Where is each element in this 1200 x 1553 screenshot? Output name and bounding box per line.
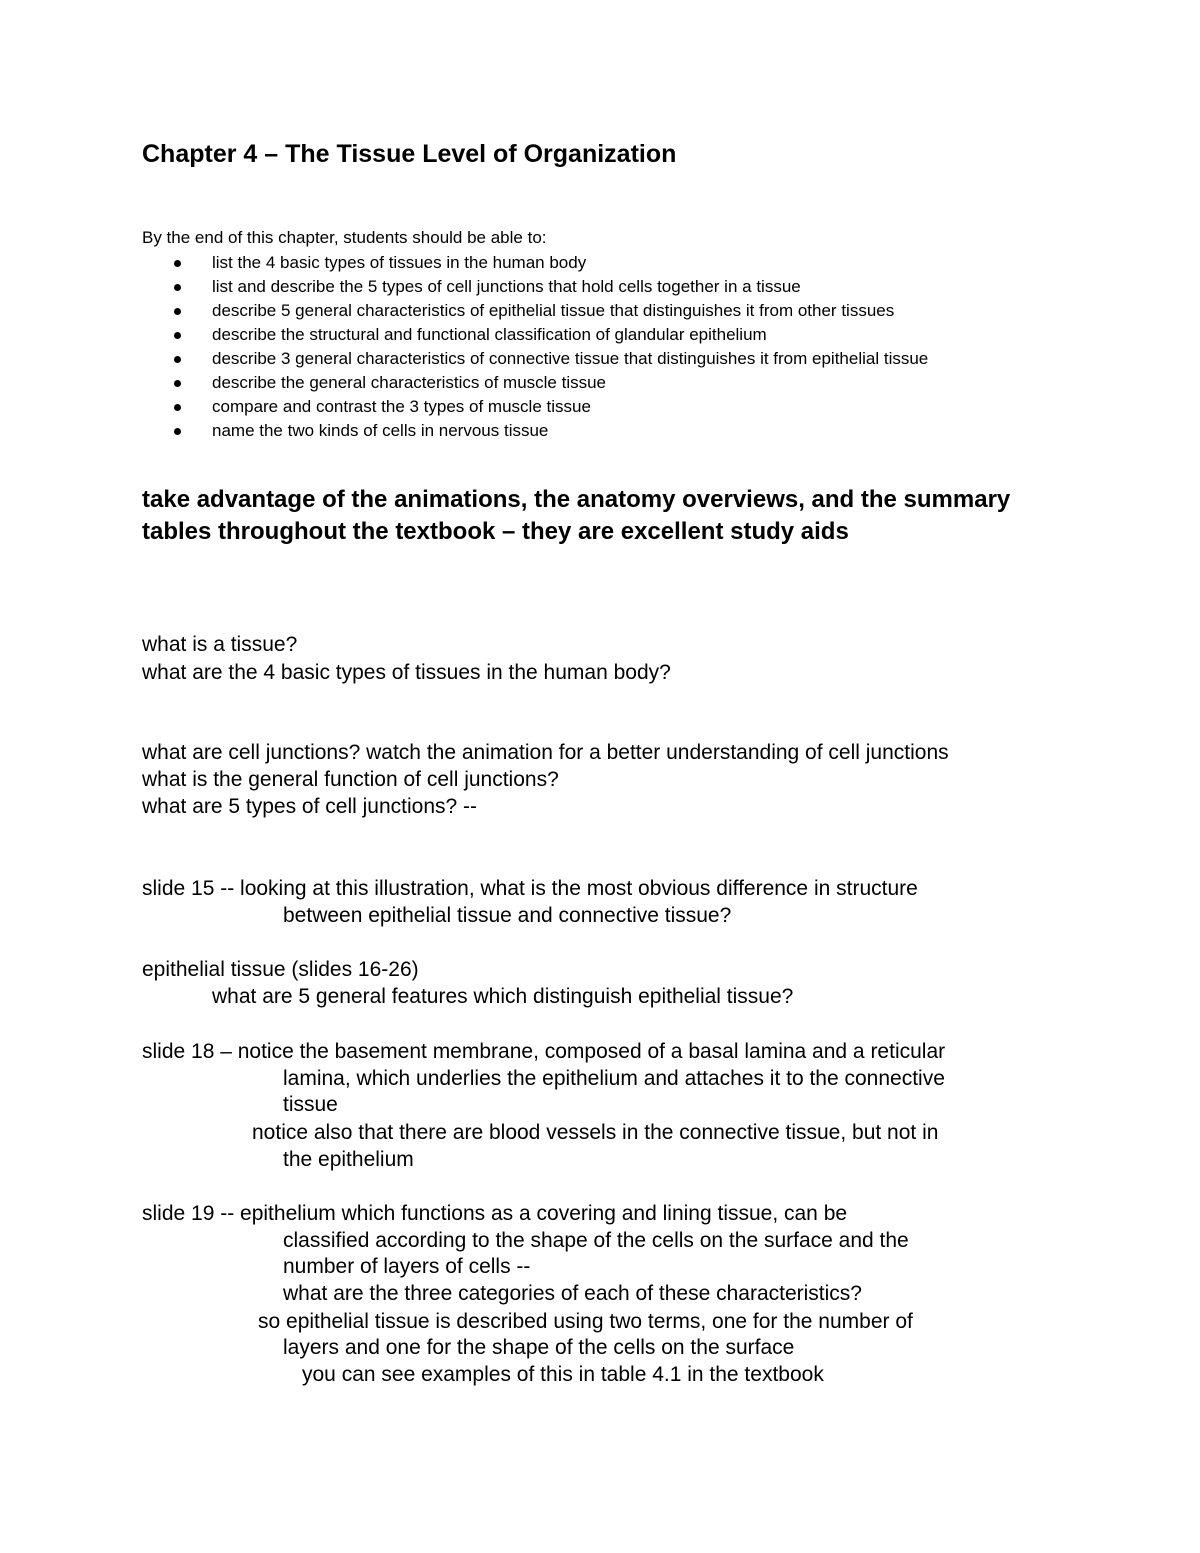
objective-text: list the 4 basic types of tissues in the human body — [212, 253, 587, 272]
objective-text: describe the structural and functional classification of glandular epithelium — [212, 325, 767, 344]
objective-text: name the two kinds of cells in nervous tissue — [212, 421, 549, 440]
epithelial-question: what are 5 general features which distinguish epithelial tissue? — [212, 985, 794, 1008]
question-what-is-tissue: what is a tissue? — [142, 633, 298, 656]
slide19-line: what are the three categories of each of these characteristics? — [283, 1282, 862, 1305]
bullet-icon — [174, 260, 181, 267]
bullet-icon — [174, 428, 181, 435]
slide15-line: between epithelial tissue and connective tissue? — [283, 904, 732, 927]
slide18-line: lamina, which underlies the epithelium and attaches it to the connective — [283, 1067, 945, 1090]
objective-item — [142, 396, 928, 420]
objective-item — [142, 420, 928, 444]
slide18-line: notice also that there are blood vessels in the connective tissue, but not in — [252, 1121, 939, 1144]
question-junction-types: what are 5 types of cell junctions? -- — [142, 795, 477, 818]
slide19-line: you can see examples of this in table 4.1 in the textbook — [302, 1363, 824, 1386]
slide19-line: slide 19 -- epithelium which functions as a covering and lining tissue, can be — [142, 1202, 848, 1225]
page-title: Chapter 4 – The Tissue Level of Organization — [142, 140, 677, 168]
objective-item — [142, 252, 928, 276]
bullet-icon — [174, 284, 181, 291]
objective-item — [142, 300, 928, 324]
objective-item — [142, 324, 928, 348]
objectives-intro: By the end of this chapter, students should be able to: — [142, 228, 547, 247]
question-junction-function: what is the general function of cell junctions? — [142, 768, 559, 791]
epithelial-heading: epithelial tissue (slides 16-26) — [142, 958, 419, 981]
objective-text: describe 5 general characteristics of epithelial tissue that distinguishes it from other tissues — [212, 301, 895, 320]
objective-item — [142, 348, 928, 372]
objective-text: describe 3 general characteristics of connective tissue that distinguishes it from epithelial tissue — [212, 349, 929, 368]
slide19-line: layers and one for the shape of the cells on the surface — [283, 1336, 795, 1359]
objective-item — [142, 372, 928, 396]
slide18-line: slide 18 – notice the basement membrane, composed of a basal lamina and a reticular — [142, 1040, 946, 1063]
bullet-icon — [174, 380, 181, 387]
objective-text: compare and contrast the 3 types of muscle tissue — [212, 397, 591, 416]
slide19-line: so epithelial tissue is described using two terms, one for the number of — [258, 1310, 913, 1333]
slide18-line: tissue — [283, 1093, 338, 1116]
objective-text: describe the general characteristics of muscle tissue — [212, 373, 607, 392]
objectives-list — [142, 252, 928, 444]
slide19-line: number of layers of cells -- — [283, 1255, 531, 1278]
bullet-icon — [174, 404, 181, 411]
bullet-icon — [174, 356, 181, 363]
study-aids-callout: take advantage of the animations, the anatomy overviews, and the summary tables throughout the textbook – they are excellent study aids — [142, 486, 1011, 545]
slide15-line: slide 15 -- looking at this illustration, what is the most obvious difference in structure — [142, 877, 918, 900]
slide19-line: classified according to the shape of the cells on the surface and the — [283, 1229, 909, 1252]
bullet-icon — [174, 332, 181, 339]
objective-text: list and describe the 5 types of cell junctions that hold cells together in a tissue — [212, 277, 801, 296]
bullet-icon — [174, 308, 181, 315]
objective-item — [142, 276, 928, 300]
slide18-line: the epithelium — [283, 1148, 414, 1171]
question-cell-junctions: what are cell junctions? watch the animation for a better understanding of cell junctions — [142, 741, 949, 764]
question-tissue-types: what are the 4 basic types of tissues in the human body? — [142, 661, 671, 684]
